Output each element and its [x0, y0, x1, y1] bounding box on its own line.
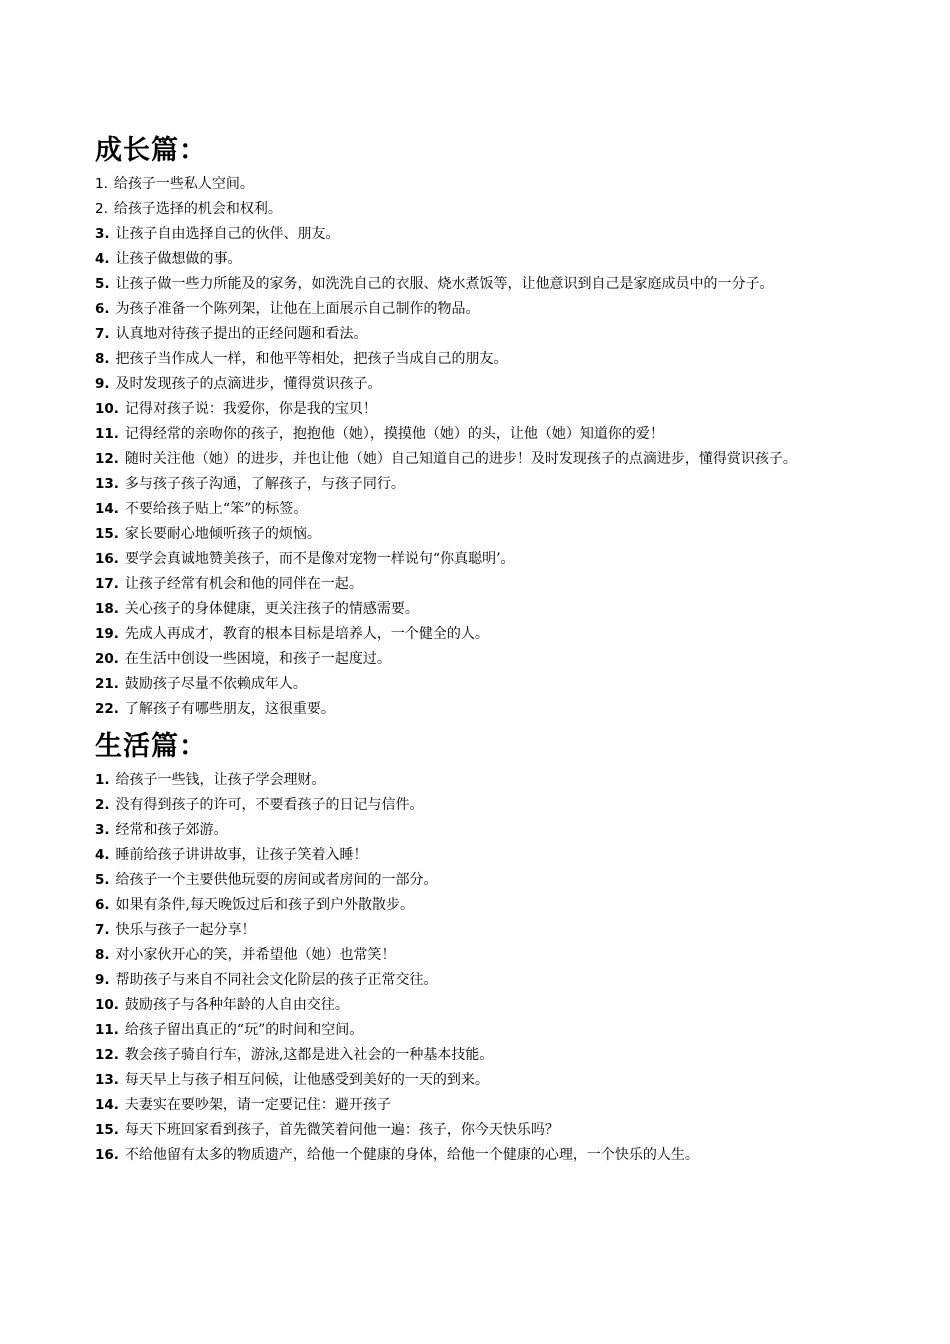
list-item [95, 522, 855, 547]
item-number: 5. [95, 872, 110, 888]
list-item [95, 1143, 855, 1168]
item-text: 让孩子自由选择自己的伙伴、朋友。 [115, 226, 340, 242]
item-text: 让孩子经常有机会和他的同伴在一起。 [124, 576, 363, 592]
item-text: 快乐与孩子一起分享！ [115, 922, 256, 938]
list-item [95, 918, 855, 943]
item-number: 18. [95, 601, 119, 617]
growth-list [95, 172, 855, 722]
item-number: 4. [95, 251, 110, 267]
list-item [95, 397, 855, 422]
item-text: 每天早上与孩子相互问候，让他感受到美好的一天的到来。 [124, 1072, 489, 1088]
item-number: 16. [95, 1147, 119, 1163]
item-number: 7. [95, 922, 110, 938]
life-list [95, 768, 855, 1168]
list-item [95, 647, 855, 672]
list-item [95, 222, 855, 247]
list-item [95, 843, 855, 868]
item-number: 3. [95, 822, 110, 838]
item-text: 随时关注他（她）的进步，并也让他（她）自己知道自己的进步！及时发现孩子的点滴进步，懂得赏识孩子。 [124, 451, 797, 467]
item-number: 13. [95, 1072, 119, 1088]
item-number: 15. [95, 526, 119, 542]
item-text: 在生活中创设一些困境，和孩子一起度过。 [124, 651, 391, 667]
item-text: 先成人再成才，教育的根本目标是培养人，一个健全的人。 [124, 626, 489, 642]
item-text: 给孩子一些私人空间。 [113, 176, 254, 192]
item-text: 教会孩子骑自行车，游泳,这都是进入社会的一种基本技能。 [124, 1047, 494, 1063]
item-number: 9. [95, 972, 110, 988]
item-number: 13. [95, 476, 119, 492]
list-item [95, 818, 855, 843]
item-number: 7. [95, 326, 110, 342]
item-text: 认真地对待孩子提出的正经问题和看法。 [115, 326, 368, 342]
section-title-growth: 成长篇： [95, 135, 207, 166]
item-number: 1. [95, 176, 108, 192]
item-text: 多与孩子孩子沟通，了解孩子，与孩子同行。 [124, 476, 405, 492]
item-text: 每天下班回家看到孩子，首先微笑着问他一遍：孩子，你今天快乐吗？ [124, 1122, 559, 1138]
item-number: 10. [95, 401, 119, 417]
item-text: 记得对孩子说：我爱你，你是我的宝贝！ [124, 401, 377, 417]
document-page [95, 130, 855, 1168]
item-text: 要学会真诚地赞美孩子，而不是像对宠物一样说句“你真聪明’。 [124, 551, 515, 567]
item-text: 不要给孩子贴上“笨”的标签。 [124, 501, 308, 517]
list-item [95, 868, 855, 893]
item-number: 21. [95, 676, 119, 692]
item-number: 16. [95, 551, 119, 567]
list-item [95, 893, 855, 918]
item-number: 2. [95, 201, 108, 217]
list-item [95, 793, 855, 818]
item-text: 了解孩子有哪些朋友，这很重要。 [124, 701, 335, 717]
item-text: 如果有条件,每天晚饭过后和孩子到户外散散步。 [115, 897, 414, 913]
list-item [95, 472, 855, 497]
item-text: 让孩子做想做的事。 [115, 251, 242, 267]
list-item [95, 297, 855, 322]
item-number: 6. [95, 897, 110, 913]
item-number: 8. [95, 947, 110, 963]
list-item [95, 197, 855, 222]
list-item [95, 768, 855, 793]
item-number: 6. [95, 301, 110, 317]
item-text: 给孩子一些钱，让孩子学会理财。 [115, 772, 326, 788]
item-number: 9. [95, 376, 110, 392]
item-text: 给孩子留出真正的“玩”的时间和空间。 [124, 1022, 364, 1038]
item-number: 5. [95, 276, 110, 292]
item-number: 4. [95, 847, 110, 863]
list-item [95, 547, 855, 572]
section-title-life: 生活篇： [95, 731, 207, 762]
item-number: 8. [95, 351, 110, 367]
item-number: 12. [95, 1047, 119, 1063]
item-text: 鼓励孩子与各种年龄的人自由交往。 [124, 997, 349, 1013]
item-text: 给孩子一个主要供他玩耍的房间或者房间的一部分。 [115, 872, 438, 888]
list-item [95, 1043, 855, 1068]
item-text: 帮助孩子与来自不同社会文化阶层的孩子正常交往。 [115, 972, 438, 988]
item-text: 不给他留有太多的物质遗产，给他一个健康的身体，给他一个健康的心理，一个快乐的人生。 [124, 1147, 699, 1163]
list-item [95, 993, 855, 1018]
item-number: 1. [95, 772, 110, 788]
item-number: 2. [95, 797, 110, 813]
item-number: 19. [95, 626, 119, 642]
item-number: 20. [95, 651, 119, 667]
list-item [95, 322, 855, 347]
item-text: 关心孩子的身体健康，更关注孩子的情感需要。 [124, 601, 419, 617]
list-item [95, 1018, 855, 1043]
item-text: 家长要耐心地倾听孩子的烦恼。 [124, 526, 321, 542]
list-item [95, 497, 855, 522]
item-text: 为孩子准备一个陈列架，让他在上面展示自己制作的物品。 [115, 301, 480, 317]
list-item [95, 697, 855, 722]
list-item [95, 622, 855, 647]
item-text: 鼓励孩子尽量不依赖成年人。 [124, 676, 307, 692]
item-text: 把孩子当作成人一样，和他平等相处，把孩子当成自己的朋友。 [115, 351, 508, 367]
list-item [95, 422, 855, 447]
item-number: 22. [95, 701, 119, 717]
list-item [95, 572, 855, 597]
list-item [95, 597, 855, 622]
item-text: 让孩子做一些力所能及的家务，如洗洗自己的衣服、烧水煮饭等，让他意识到自己是家庭成员中的一分子。 [115, 276, 774, 292]
item-text: 没有得到孩子的许可，不要看孩子的日记与信件。 [115, 797, 424, 813]
item-text: 及时发现孩子的点滴进步，懂得赏识孩子。 [115, 376, 382, 392]
item-text: 经常和孩子郊游。 [115, 822, 228, 838]
item-number: 12. [95, 451, 119, 467]
item-number: 10. [95, 997, 119, 1013]
list-item [95, 1118, 855, 1143]
item-text: 睡前给孩子讲讲故事，让孩子笑着入睡！ [115, 847, 368, 863]
list-item [95, 1093, 855, 1118]
item-text: 记得经常的亲吻你的孩子，抱抱他（她），摸摸他（她）的头，让他（她）知道你的爱！ [124, 426, 664, 442]
item-number: 14. [95, 1097, 119, 1113]
list-item [95, 272, 855, 297]
item-number: 3. [95, 226, 110, 242]
list-item [95, 447, 855, 472]
list-item [95, 372, 855, 397]
list-item [95, 968, 855, 993]
list-item [95, 672, 855, 697]
item-text: 给孩子选择的机会和权利。 [113, 201, 282, 217]
list-item [95, 347, 855, 372]
item-number: 14. [95, 501, 119, 517]
item-number: 11. [95, 1022, 119, 1038]
list-item [95, 247, 855, 272]
list-item [95, 943, 855, 968]
item-number: 17. [95, 576, 119, 592]
item-text: 对小家伙开心的笑，并希望他（她）也常笑！ [115, 947, 396, 963]
list-item [95, 172, 855, 197]
item-number: 15. [95, 1122, 119, 1138]
item-text: 夫妻实在要吵架，请一定要记住：避开孩子 [124, 1097, 391, 1113]
item-number: 11. [95, 426, 119, 442]
list-item [95, 1068, 855, 1093]
